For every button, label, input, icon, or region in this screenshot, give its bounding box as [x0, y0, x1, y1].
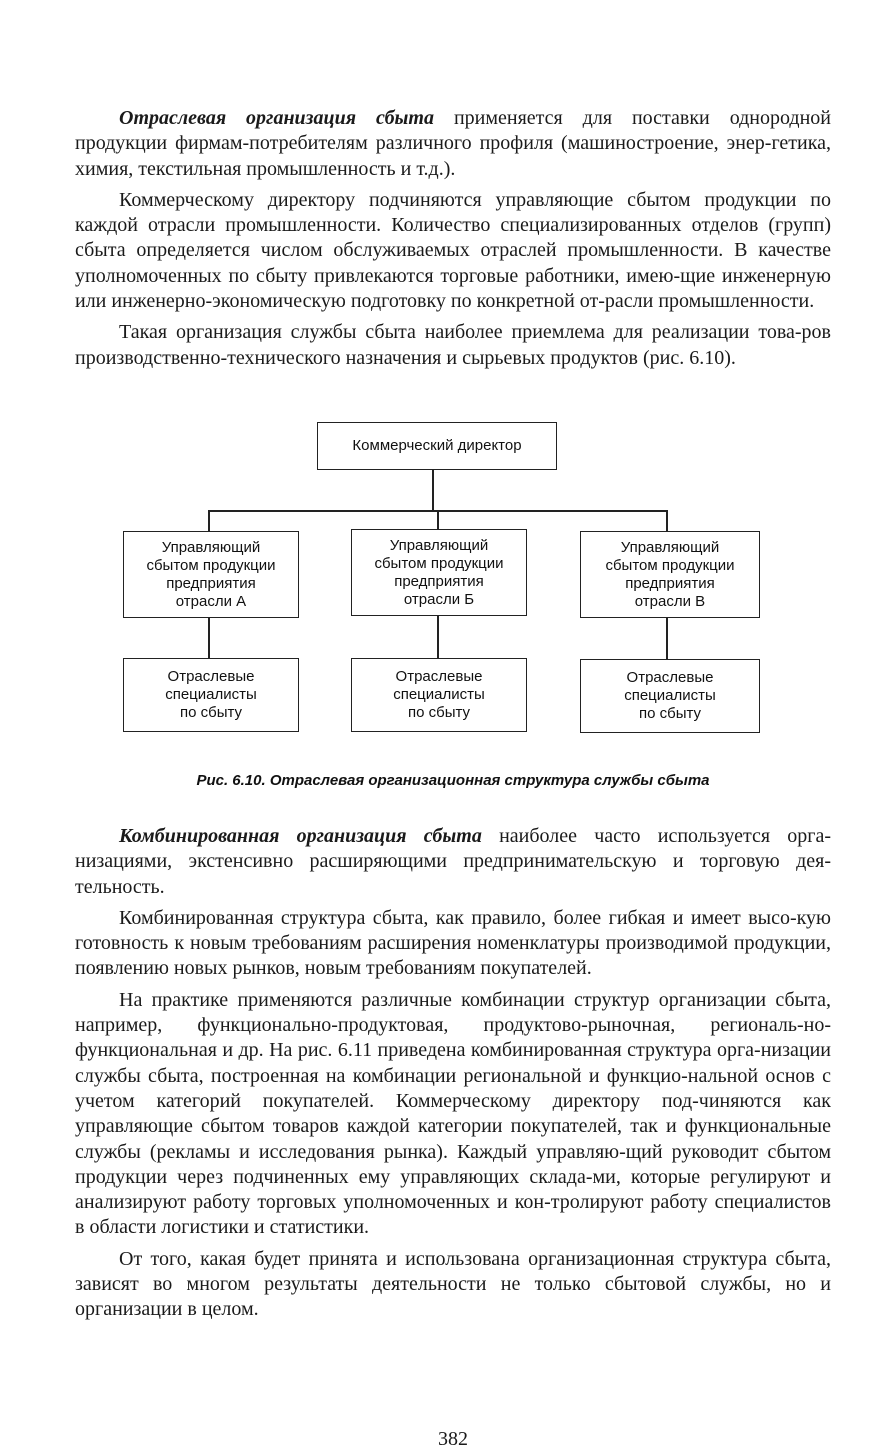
manager-box-c: [580, 531, 760, 618]
connector-c-down: [666, 617, 668, 660]
box-label: Отраслевые специалисты по сбыту: [624, 669, 716, 722]
box-label: Отраслевые специалисты по сбыту: [165, 668, 257, 721]
manager-box-a: [123, 531, 299, 618]
connector-branch-c: [666, 510, 668, 532]
top-text-block: [75, 106, 831, 371]
paragraph: [75, 320, 831, 371]
term-lead: Отраслевая организация сбыта: [119, 107, 434, 129]
page-number: 382: [438, 1428, 468, 1450]
paragraph: [75, 988, 831, 1241]
paragraph: [75, 824, 831, 900]
paragraph: [75, 188, 831, 314]
connector-b-down: [437, 615, 439, 659]
paragraph-text: применяется для поставки однородной продукции фирмам-потребителям различного профиля (машиностроение, энер-гетика, химия, текстильная промышленность и т.д.).: [75, 107, 832, 180]
connector-a-down: [208, 617, 210, 659]
paragraph-text: наиболее часто используется орга-низациями, экстенсивно расширяющими предпринимательскую и торговую дея-тельность.: [75, 825, 832, 898]
paragraph-text: Коммерческому директору подчиняются управляющие сбытом продукции по каждой отрасли промышленности. Количество специализированных отделов (групп) сбыта определяется числом обслуживаемых отраслей промышленности. В качестве уполномоченных по сбыту привлекаются торговые работники, имею-щие инженерную или инженерно-экономическую подготовку по конкретной от-расли промышленности.: [75, 188, 831, 313]
box-label: Управляющий сбытом продукции предприятия отрасли В: [605, 538, 735, 610]
paragraph-text: От того, какая будет принята и использована организационная структура сбыта, зависят во многом результаты деятельности не только сбытовой службы, но и организации в целом.: [75, 1247, 831, 1321]
paragraph: [75, 106, 831, 182]
paragraph-text: На практике применяются различные комбинации структур организации сбыта, например, функционально-продуктовая, продуктово-рыночная, региональ-но-функциональная и др. На рис. 6.11 приведена комбинированная структура орга-низации службы сбыта, построенная на комбинации региональной и функцио-нальной основ с учетом категорий покупателей. Коммерческому директору под-чиняются как управляющие сбытом товаров каждой категории покупателей, так и функциональные службы (рекламы и исследования рынка). Каждый управляю-щий руководит сбытом продукции через подчиненных ему управляющих склада-ми, которые регулируют и анализируют работу торговых уполномоченных и кон-тролируют работу специалистов в области логистики и статистики.: [75, 988, 831, 1239]
specialists-box-a: [123, 658, 299, 732]
page-content: [75, 106, 832, 1450]
bottom-text-block: [75, 824, 831, 1323]
figure-caption: Рис. 6.10. Отраслевая организационная структура службы сбыта: [196, 772, 710, 789]
connector-root-down: [432, 469, 434, 511]
box-label: Управляющий сбытом продукции предприятия отрасли А: [146, 538, 276, 610]
paragraph: [75, 906, 831, 982]
paragraph: [75, 1247, 831, 1323]
org-chart-diagram: [75, 422, 831, 742]
specialists-box-b: [351, 658, 527, 732]
connector-branch-b: [437, 510, 439, 530]
paragraph-text: Такая организация службы сбыта наиболее приемлема для реализации това-ров производственно-технического назначения и сырьевых продуктов (рис. 6.10).: [75, 321, 831, 369]
box-label: Управляющий сбытом продукции предприятия отрасли Б: [374, 536, 504, 608]
term-lead: Комбинированная организация сбыта: [119, 825, 482, 847]
specialists-box-c: [580, 659, 760, 733]
commercial-director-box: [317, 422, 557, 470]
paragraph-text: Комбинированная структура сбыта, как правило, более гибкая и имеет высо-кую готовность к новым требованиям расширения номенклатуры производимой продукции, появлению новых рынков, новым требованиям покупателей.: [75, 906, 831, 980]
manager-box-b: [351, 529, 527, 616]
box-label: Коммерческий директор: [352, 437, 522, 454]
box-label: Отраслевые специалисты по сбыту: [393, 668, 485, 721]
connector-branch-a: [208, 510, 210, 532]
